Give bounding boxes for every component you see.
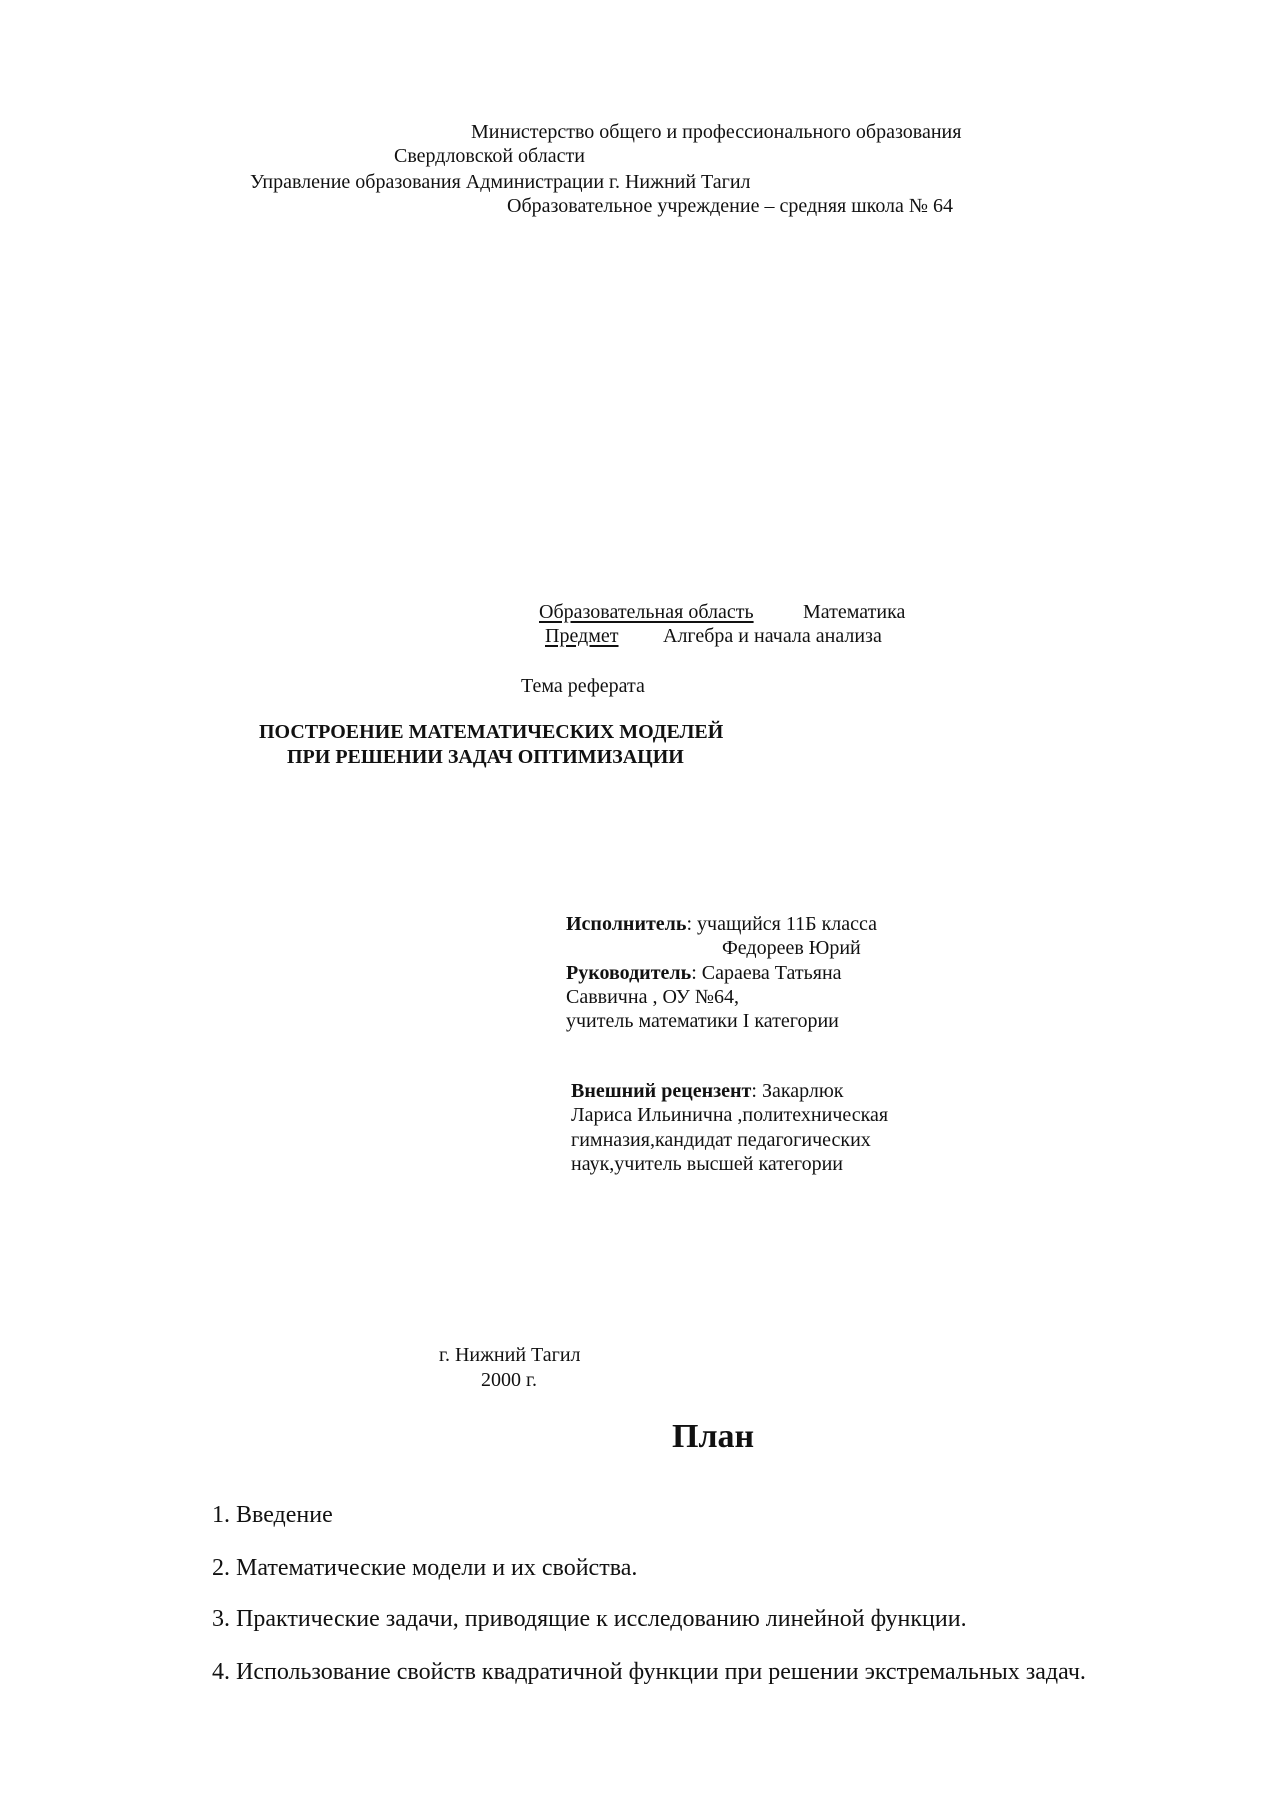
plan-item: 4. Использование свойств квадратичной функции при решении экстремальных задач. (212, 1659, 1086, 1685)
subject-area-value: Математика (803, 601, 906, 623)
administration-line: Управление образования Администрации г. Нижний Тагил (250, 171, 751, 193)
reviewer-line3: гимназия,кандидат педагогических (571, 1129, 871, 1151)
school-line: Образовательное учреждение – средняя школа № 64 (507, 195, 953, 217)
city-line: г. Нижний Тагил (439, 1344, 581, 1366)
subject-row (545, 624, 619, 648)
topic-title-line1: ПОСТРОЕНИЕ МАТЕМАТИЧЕСКИХ МОДЕЛЕЙ (259, 721, 724, 743)
year-line: 2000 г. (481, 1369, 537, 1391)
supervisor-line3: учитель математики I категории (566, 1010, 839, 1032)
reviewer-line4: наук,учитель высшей категории (571, 1153, 844, 1175)
supervisor-line1: : Сараева Татьяна (691, 962, 842, 984)
plan-item: 2. Математические модели и их свойства. (212, 1555, 638, 1581)
supervisor-row (566, 961, 842, 985)
executor-line1: : учащийся 11Б класса (686, 913, 878, 935)
plan-heading: План (672, 1418, 755, 1455)
reviewer-row (571, 1079, 844, 1103)
plan-item: 3. Практические задачи, приводящие к исследованию линейной функции. (212, 1606, 967, 1632)
subject-value: Алгебра и начала анализа (663, 625, 882, 647)
executor-row (566, 912, 877, 936)
reviewer-line1: : Закарлюк (751, 1080, 844, 1102)
reviewer-line2: Лариса Ильинична ,политехническая (571, 1104, 889, 1126)
subject-area-row (539, 600, 754, 624)
topic-title-line2: ПРИ РЕШЕНИИ ЗАДАЧ ОПТИМИЗАЦИИ (287, 746, 684, 768)
subject-label: Предмет (545, 625, 619, 647)
subject-area-label: Образовательная область (539, 601, 754, 623)
reviewer-label: Внешний рецензент (571, 1080, 752, 1102)
executor-name: Федореев Юрий (722, 937, 861, 959)
ministry-line: Министерство общего и профессионального образования (471, 121, 962, 143)
region-line: Свердловской области (394, 145, 585, 167)
plan-item: 1. Введение (212, 1502, 333, 1528)
executor-label: Исполнитель (566, 913, 687, 935)
supervisor-line2: Саввична , ОУ №64, (566, 986, 740, 1008)
supervisor-label: Руководитель (566, 962, 692, 984)
topic-label: Тема реферата (521, 675, 645, 697)
